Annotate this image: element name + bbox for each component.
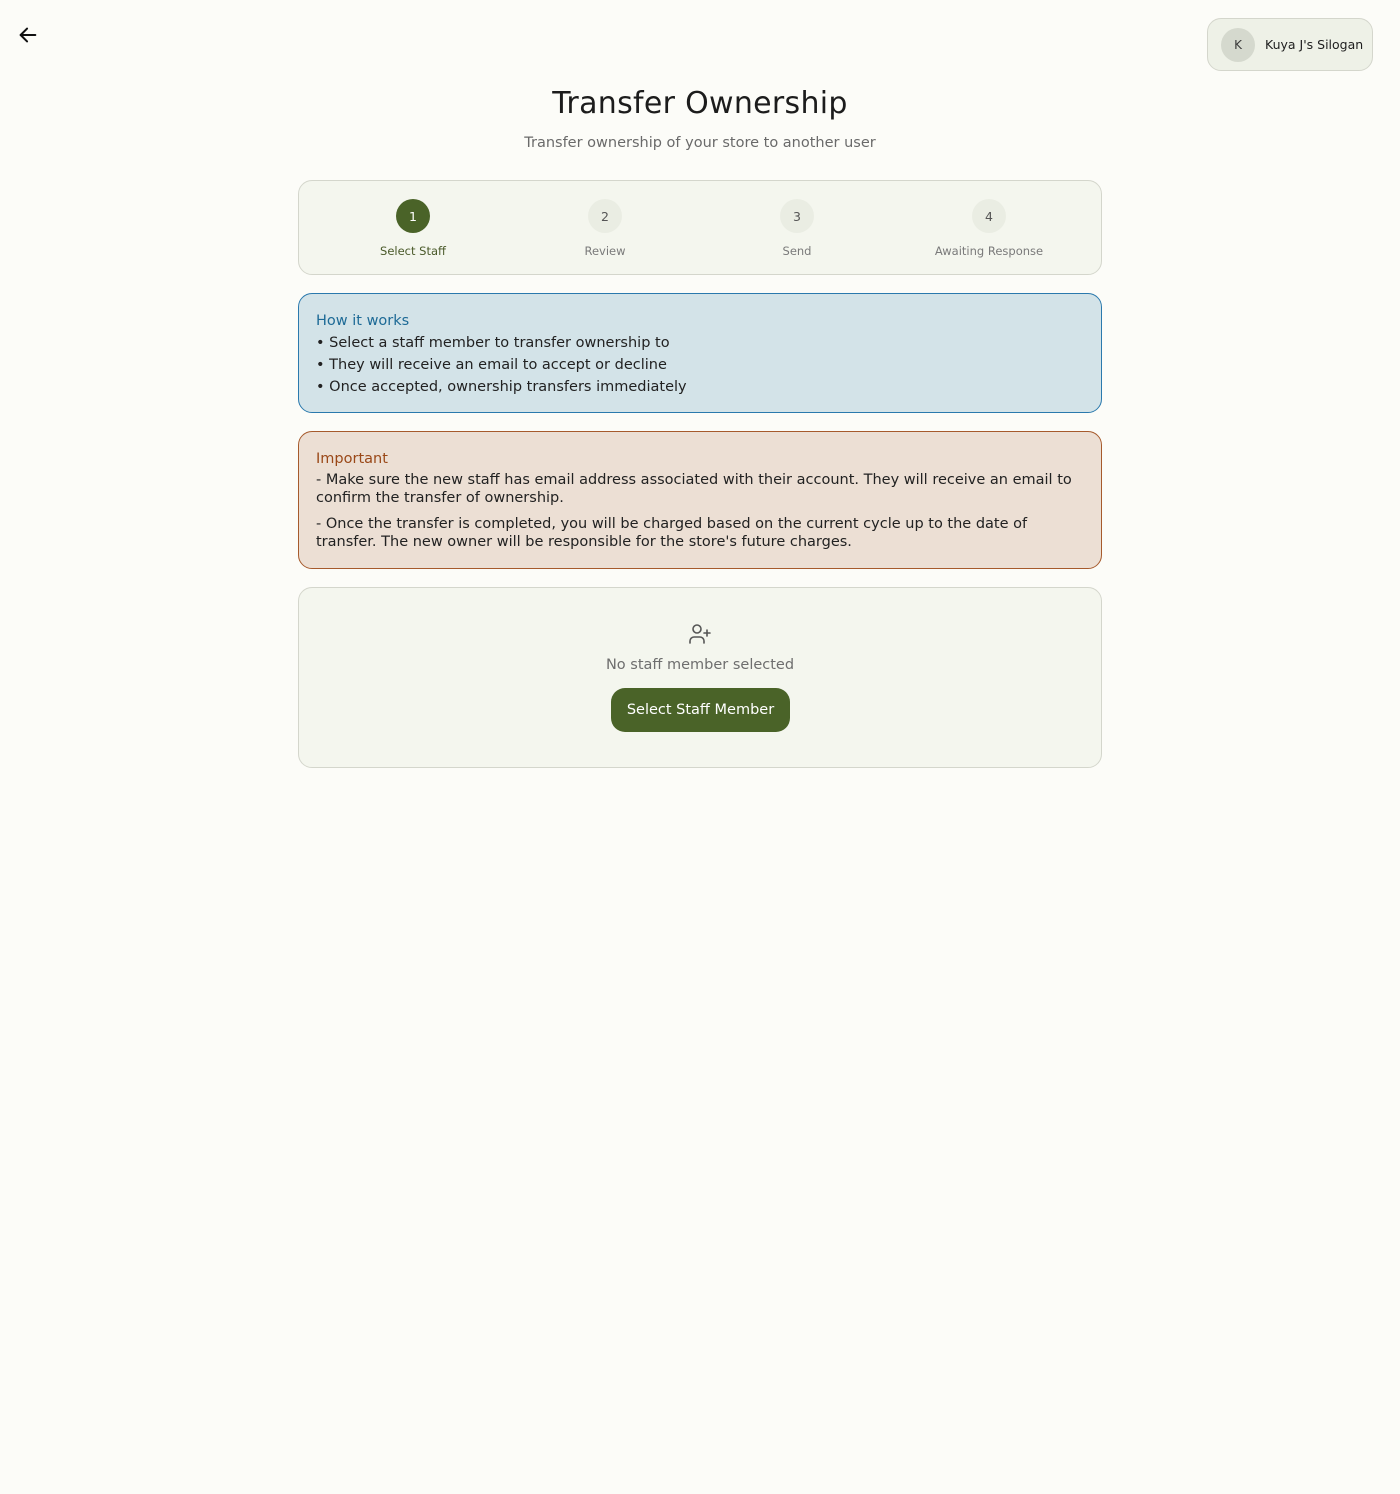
back-button[interactable]	[12, 19, 44, 51]
important-callout	[298, 431, 1102, 569]
how-it-works-item: • Select a staff member to transfer ownership to	[316, 335, 670, 351]
step-send	[707, 199, 887, 258]
step-select-staff	[323, 199, 503, 258]
user-plus-icon	[688, 622, 712, 646]
store-avatar: K	[1221, 28, 1255, 62]
page-title: Transfer Ownership	[552, 86, 848, 121]
step-label: Review	[584, 244, 626, 258]
step-label: Send	[782, 244, 812, 258]
step-awaiting-response	[899, 199, 1079, 258]
how-it-works-title: How it works	[316, 313, 410, 329]
arrow-left-icon	[17, 24, 39, 46]
important-title: Important	[316, 451, 388, 467]
how-it-works-item: • They will receive an email to accept or decline	[316, 357, 667, 373]
progress-stepper	[298, 180, 1102, 275]
how-it-works-item: • Once accepted, ownership transfers immediately	[316, 379, 687, 395]
how-it-works-callout	[298, 293, 1102, 413]
step-number: 4	[972, 199, 1006, 233]
page-subtitle: Transfer ownership of your store to another user	[524, 135, 876, 151]
staff-selection-panel	[298, 587, 1102, 768]
step-number: 3	[780, 199, 814, 233]
important-paragraph: - Make sure the new staff has email address associated with their account. They will receive an email to confirm the transfer of ownership.	[316, 472, 1072, 506]
step-number: 2	[588, 199, 622, 233]
step-label: Awaiting Response	[934, 244, 1044, 258]
select-staff-member-button[interactable]: Select Staff Member	[611, 688, 790, 732]
store-switcher[interactable]	[1207, 18, 1373, 71]
store-name: Kuya J's Silogan	[1265, 37, 1364, 52]
important-paragraph: - Once the transfer is completed, you will be charged based on the current cycle up to the date of transfer. The new owner will be responsible for the store's future charges.	[316, 516, 1028, 550]
step-number: 1	[396, 199, 430, 233]
step-label: Select Staff	[380, 244, 446, 258]
empty-state-text: No staff member selected	[605, 657, 795, 673]
step-review	[515, 199, 695, 258]
